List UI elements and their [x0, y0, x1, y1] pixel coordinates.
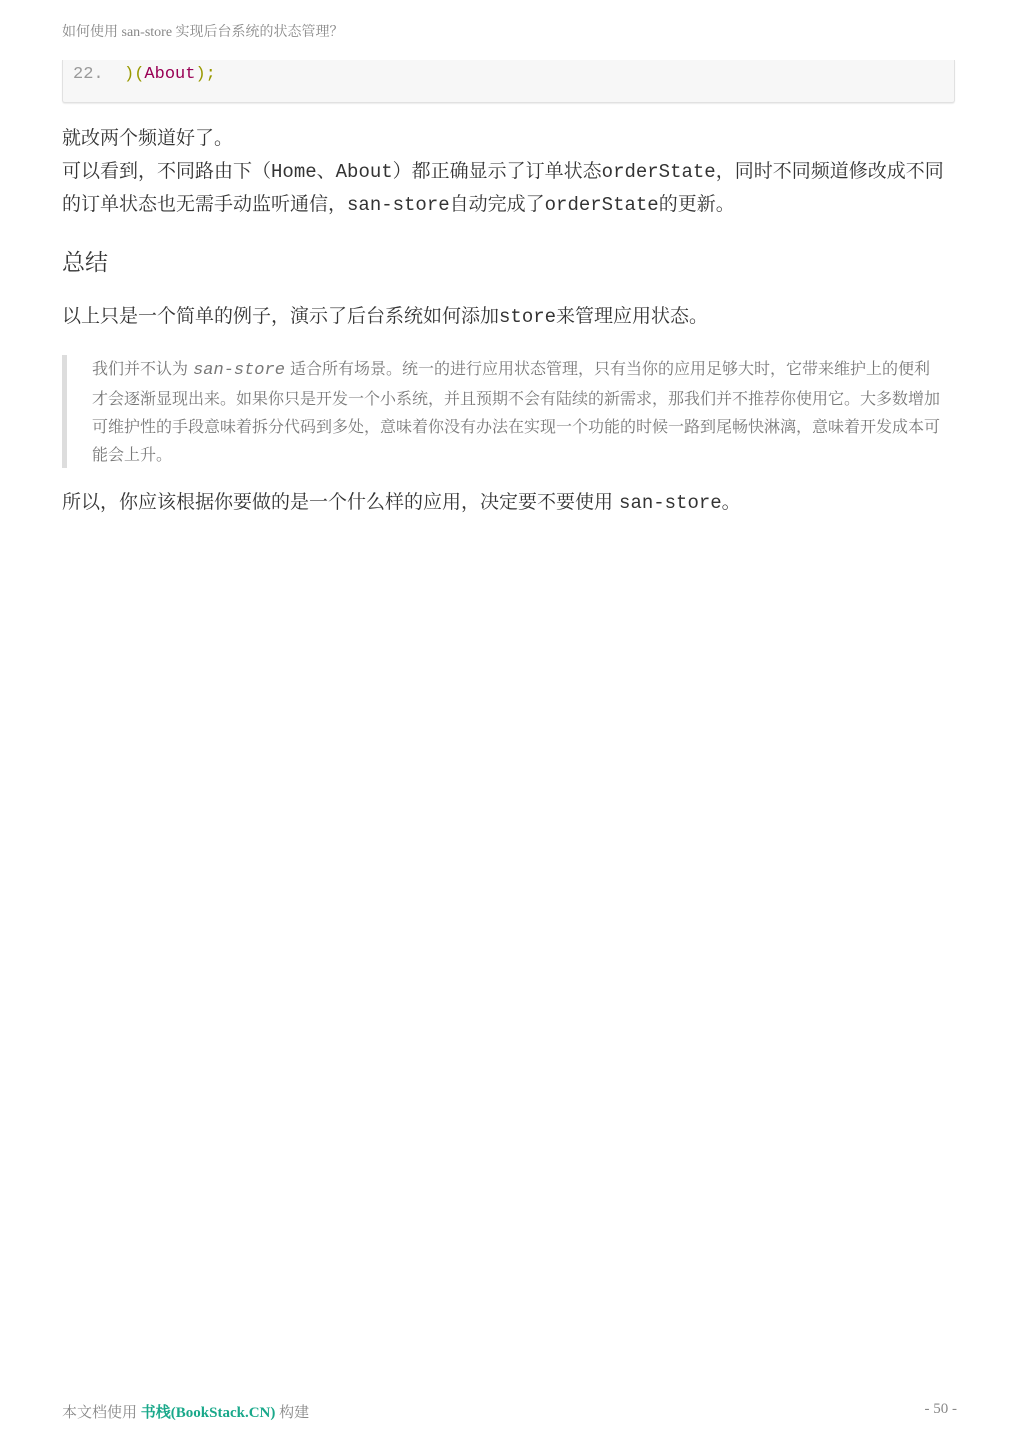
- paragraph-route-result: [62, 155, 957, 221]
- inline-code: san-store: [619, 492, 722, 514]
- inline-code: orderState: [601, 161, 716, 183]
- text-run: ）都正确显示了订单状态: [392, 160, 602, 182]
- inline-code: san-store: [347, 194, 450, 216]
- paragraph-text: 就改两个频道好了。: [62, 127, 234, 149]
- section-heading-summary: 总结: [62, 250, 108, 276]
- text-run: 以上只是一个简单的例子，演示了后台系统如何添加: [62, 305, 500, 327]
- text-run: 来管理应用状态。: [556, 305, 709, 327]
- text-run: 自动完成了: [449, 193, 545, 215]
- footer-prefix: 本文档使用: [62, 1405, 141, 1421]
- footer-suffix: 构建: [275, 1405, 310, 1421]
- text-run: 可以看到，不同路由下（: [62, 160, 272, 182]
- page-header-title: 如何使用 san-store 实现后台系统的状态管理？: [62, 25, 344, 40]
- footer-credit: [62, 1401, 309, 1422]
- text-run: 我们并不认为: [92, 359, 194, 378]
- code-line: [73, 64, 216, 86]
- inline-code: Home: [271, 161, 317, 183]
- text-run: 的更新。: [658, 193, 735, 215]
- text-run: 。: [721, 491, 741, 513]
- footer-brand-link[interactable]: 书栈(BookStack.CN): [140, 1405, 276, 1421]
- code-punctuation-close: );: [195, 65, 216, 84]
- text-run: 适合所有场景。统一的进行应用状态管理，只有当你的应用足够大时，它带来维护上的便利才会逐渐显现出来。如果你只是开发一个小系统，并且预期不会有陆续的新需求，那我们并不推荐你使用它。大多数增加可维护性的手段意味着拆分代码到多处，意味着你没有办法在实现一个功能的时候一路到尾畅快淋漓，意味着开发成本可能会上升。: [92, 359, 941, 464]
- paragraph-conclusion: [62, 486, 957, 519]
- inline-code: san-store: [193, 361, 285, 380]
- inline-code: orderState: [544, 194, 659, 216]
- paragraph-switch-channels: [62, 122, 957, 154]
- code-punctuation-open: )(: [124, 65, 145, 84]
- page-number: - 50 -: [924, 1401, 957, 1417]
- text-run: 所以，你应该根据你要做的是一个什么样的应用，决定要不要使用: [62, 491, 620, 513]
- inline-code: store: [499, 306, 557, 328]
- code-block: [62, 60, 955, 103]
- text-run: 、: [316, 160, 336, 182]
- inline-code: About: [335, 161, 393, 183]
- blockquote-note: [62, 355, 942, 468]
- text-run: ，同时不同频道修改成不同的订单状态也无需手动监听通信，: [62, 160, 944, 215]
- code-identifier: About: [144, 65, 196, 84]
- paragraph-summary: [62, 300, 957, 333]
- code-line-number: 22.: [73, 65, 104, 84]
